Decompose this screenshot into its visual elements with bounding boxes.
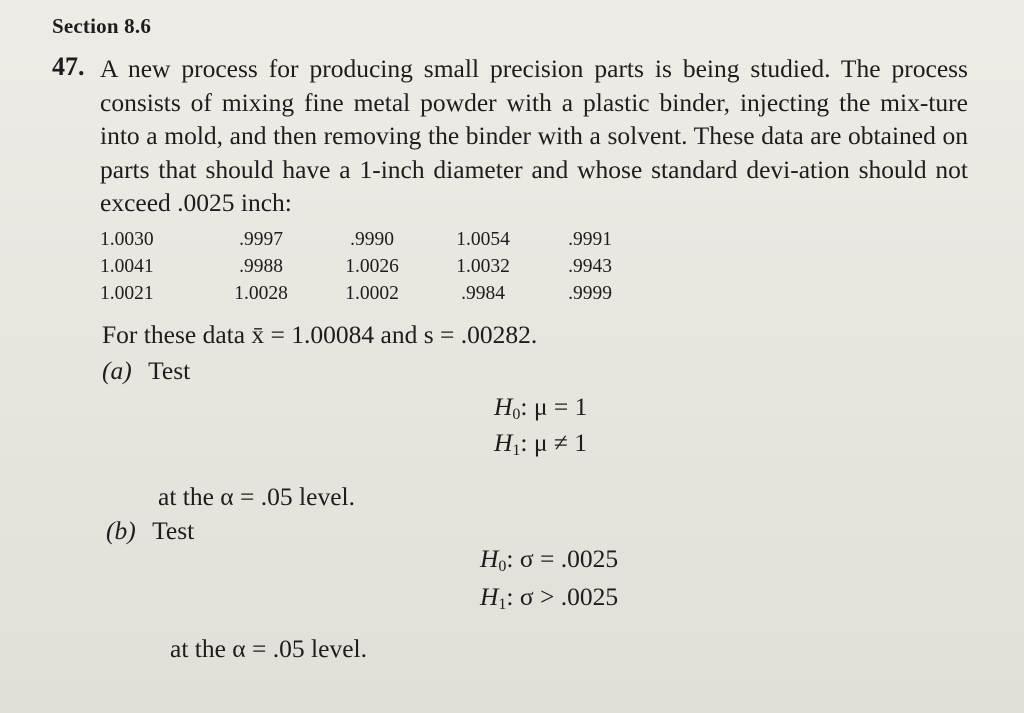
data-cell: .9984 (461, 282, 505, 304)
section-heading: Section 8.6 (52, 14, 152, 38)
table-row (100, 226, 642, 253)
part-a-alternative-hypothesis: $H_1$: μ ≠ 1 (494, 428, 588, 459)
data-cell: 1.0002 (345, 282, 399, 304)
part-b-null-hypothesis: $H_0$: σ = .0025 (480, 544, 619, 575)
data-cell: 1.0032 (456, 255, 510, 277)
problem-number: 47. (52, 52, 85, 81)
part-b-verb: Test (152, 516, 195, 545)
diameter-data-table (100, 226, 642, 307)
data-cell: .9997 (239, 228, 283, 250)
data-cell: .9999 (568, 282, 612, 304)
part-a-label: (a) (102, 356, 132, 385)
part-b-heading (106, 516, 194, 546)
data-cell: .9943 (568, 255, 612, 277)
part-a-verb: Test (148, 356, 191, 385)
part-a-heading (102, 356, 190, 386)
part-b-label: (b) (106, 516, 136, 545)
table-row (100, 280, 642, 307)
problem-statement: A new process for producing small precision parts is being studied. The process consists of mixing fine metal powder with a plastic binder, injecting the mix-ture into a mold, and then removing the binder with a solvent. These data are obtained on parts that should have a 1-inch diameter and whose standard devi-ation should not exceed .0025 inch: (100, 54, 968, 217)
data-cell: 1.0028 (234, 282, 288, 304)
data-cell: .9988 (239, 255, 283, 277)
data-cell: 1.0054 (456, 228, 510, 250)
data-cell: 1.0026 (345, 255, 399, 277)
part-a-significance-level: at the α = .05 level. (158, 482, 355, 511)
data-cell: 1.0021 (100, 282, 154, 304)
part-b-significance-level: at the α = .05 level. (170, 634, 367, 663)
data-cell: .9991 (568, 228, 612, 250)
summary-statistics: For these data x̄ = 1.00084 and s = .00282. (102, 320, 538, 349)
data-cell: 1.0041 (100, 255, 154, 277)
part-a-null-hypothesis: $H_0$: μ = 1 (494, 392, 588, 423)
data-cell: .9990 (350, 228, 394, 250)
data-cell: 1.0030 (100, 228, 154, 250)
part-b-alternative-hypothesis: $H_1$: σ > .0025 (480, 582, 619, 613)
table-row (100, 253, 642, 280)
